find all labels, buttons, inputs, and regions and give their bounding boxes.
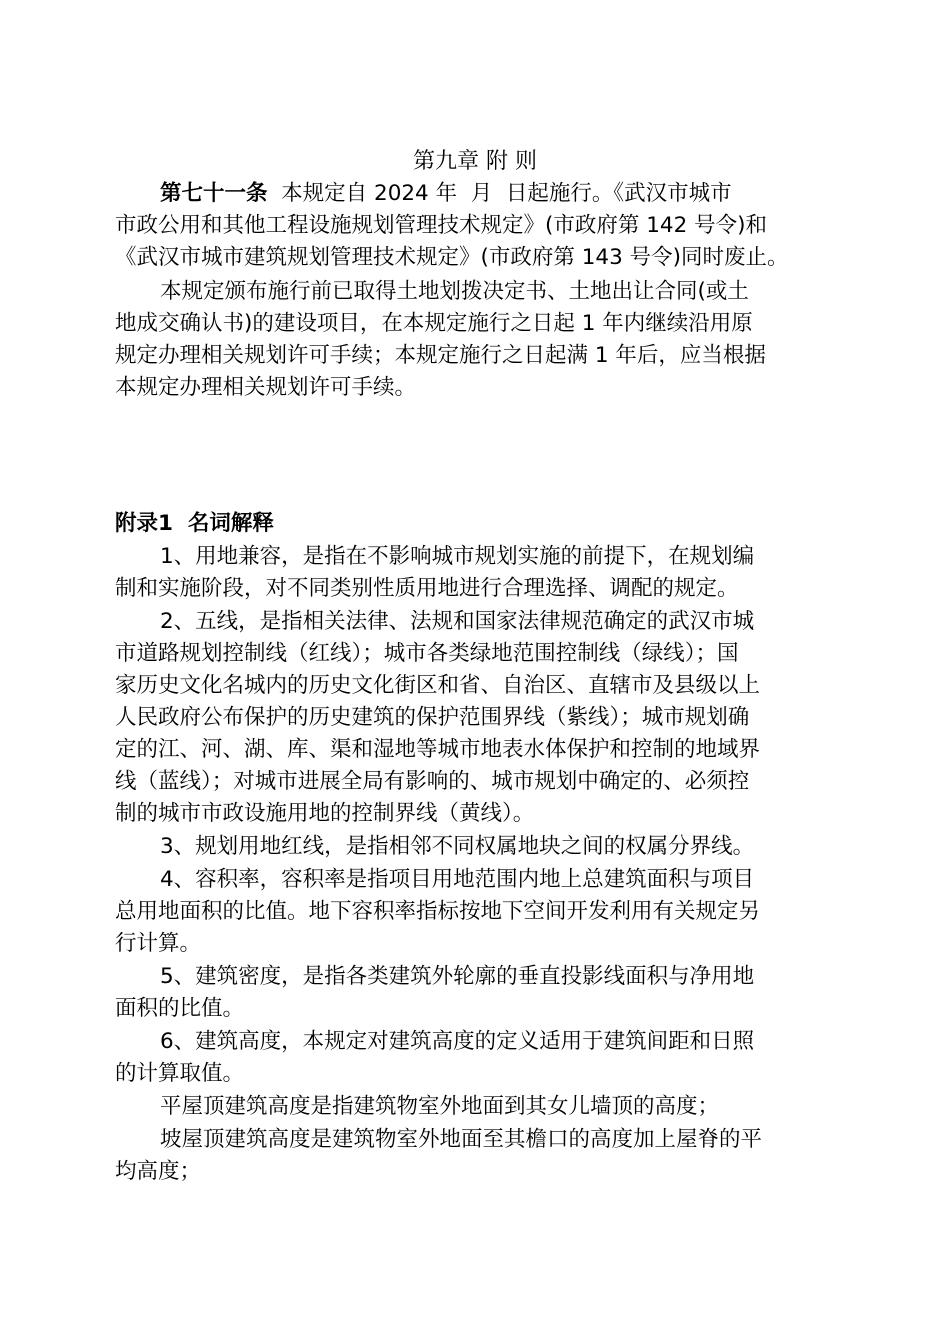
definition-line: 3、规划用地红线，是指相邻不同权属地块之间的权属分界线。 [160,834,755,859]
definition-line: 4、容积率，容积率是指项目用地范围内地上总建筑面积与项目 [160,867,755,892]
definition-line: 人民政府公布保护的历史建筑的保护范围界线（紫线）；城市规划确 [115,705,750,730]
definition-line: 坡屋顶建筑高度是建筑物室外地面至其檐口的高度加上屋脊的平 [160,1127,763,1152]
chapter-title: 第九章 附 则 [413,149,537,174]
definition-line: 线（蓝线）；对城市进展全局有影响的、城市规划中确定的、必须控 [115,769,750,794]
article-71-label: 第七十一条 [160,181,268,206]
definition-line: 5、建筑密度，是指各类建筑外轮廓的垂直投影线面积与净用地 [160,964,755,989]
definition-line: 总用地面积的比值。地下容积率指标按地下空间开发利用有关规定另 [115,899,761,924]
definition-line: 家历史文化名城内的历史文化街区和省、自治区、直辖市及县级以上 [115,673,761,698]
definition-line: 市道路规划控制线（红线）；城市各类绿地范围控制线（绿线）；国 [115,641,739,666]
transition-line: 规定办理相关规划许可手续；本规定施行之日起满 1 年后，应当根据 [115,343,766,368]
definition-line: 面积的比值。 [115,996,245,1021]
appendix-1-heading: 附录1 名词解释 [115,511,274,536]
definition-line: 均高度； [115,1159,202,1184]
transition-line: 地成交确认书)的建设项目，在本规定施行之日起 1 年内继续沿用原 [115,311,753,336]
definition-line: 2、五线，是指相关法律、法规和国家法律规范确定的武汉市城 [160,609,755,634]
definition-line: 的计算取值。 [115,1061,245,1086]
article-71-line-1 [160,178,732,210]
article-71-line-2: 市政公用和其他工程设施规划管理技术规定》(市政府第 142 号令)和 [115,213,767,238]
article-71-text: 本规定自 2024 年 月 日起施行。《武汉市城市 [267,181,732,206]
transition-line: 本规定颁布施行前已取得土地划拨决定书、土地出让合同(或土 [160,279,749,304]
definition-line: 定的江、河、湖、库、渠和湿地等城市地表水体保护和控制的地域界 [115,737,761,762]
definition-line: 6、建筑高度，本规定对建筑高度的定义适用于建筑间距和日照 [160,1029,755,1054]
definition-line: 制的城市市政设施用地的控制界线（黄线）。 [115,801,535,826]
article-71-line-3: 《武汉市城市建筑规划管理技术规定》(市政府第 143 号令)同时废止。 [115,245,789,270]
definition-line: 1、用地兼容，是指在不影响城市规划实施的前提下，在规划编 [160,544,755,569]
transition-line: 本规定办理相关规划许可手续。 [115,375,417,400]
definition-line: 平屋顶建筑高度是指建筑物室外地面到其女儿墙顶的高度； [160,1094,720,1119]
definition-line: 行计算。 [115,931,202,956]
definition-line: 制和实施阶段，对不同类别性质用地进行合理选择、调配的规定。 [115,576,739,601]
